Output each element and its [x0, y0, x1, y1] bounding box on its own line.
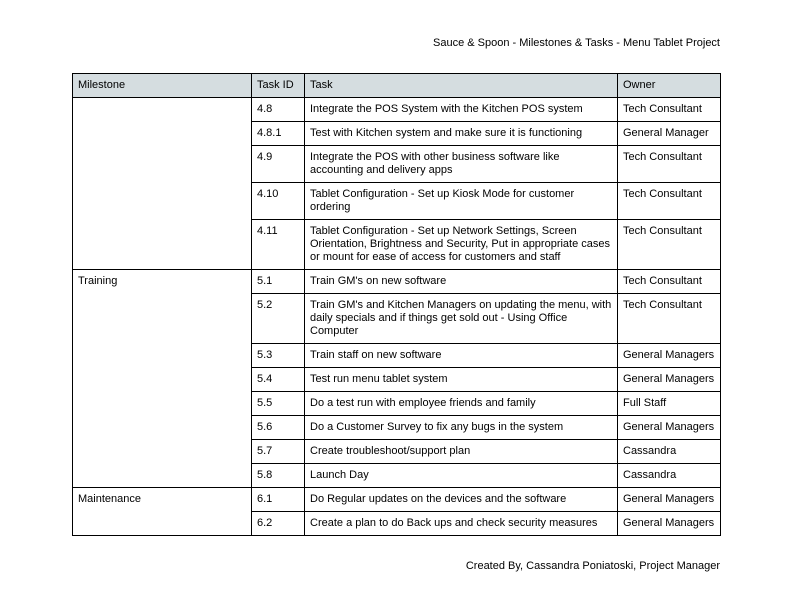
task-cell: Launch Day	[305, 464, 618, 488]
milestone-cell: Training	[73, 270, 252, 488]
owner-cell: General Managers	[618, 416, 721, 440]
task-cell: Do Regular updates on the devices and the software	[305, 488, 618, 512]
task-cell: Tablet Configuration - Set up Kiosk Mode for customer ordering	[305, 183, 618, 220]
task-cell: Test with Kitchen system and make sure it is functioning	[305, 122, 618, 146]
task-cell: Train staff on new software	[305, 344, 618, 368]
task-cell: Integrate the POS with other business software like accounting and delivery apps	[305, 146, 618, 183]
milestones-table	[72, 73, 721, 536]
task-id-cell: 5.6	[252, 416, 305, 440]
task-id-cell: 5.8	[252, 464, 305, 488]
task-id-cell: 4.8	[252, 98, 305, 122]
task-id-cell: 6.2	[252, 512, 305, 536]
task-cell: Create a plan to do Back ups and check security measures	[305, 512, 618, 536]
task-id-cell: 5.2	[252, 294, 305, 344]
header-milestone: Milestone	[73, 74, 252, 98]
header-task: Task	[305, 74, 618, 98]
task-cell: Train GM's on new software	[305, 270, 618, 294]
owner-cell: Tech Consultant	[618, 98, 721, 122]
document-footer: Created By, Cassandra Poniatoski, Project Manager	[465, 560, 720, 572]
owner-cell: Cassandra	[618, 440, 721, 464]
task-id-cell: 5.7	[252, 440, 305, 464]
owner-cell: General Manager	[618, 122, 721, 146]
header-task-id: Task ID	[252, 74, 305, 98]
owner-cell: Tech Consultant	[618, 183, 721, 220]
task-cell: Create troubleshoot/support plan	[305, 440, 618, 464]
owner-cell: Tech Consultant	[618, 220, 721, 270]
owner-cell: General Managers	[618, 368, 721, 392]
header-owner: Owner	[618, 74, 721, 98]
task-cell: Tablet Configuration - Set up Network Settings, Screen Orientation, Brightness and Security, Put in appropriate cases or mount for ease of access for customers and staff	[305, 220, 618, 270]
table-row	[73, 270, 721, 294]
table-row	[73, 488, 721, 512]
task-cell: Do a Customer Survey to fix any bugs in the system	[305, 416, 618, 440]
task-id-cell: 4.11	[252, 220, 305, 270]
task-id-cell: 4.9	[252, 146, 305, 183]
owner-cell: Cassandra	[618, 464, 721, 488]
task-id-cell: 4.10	[252, 183, 305, 220]
owner-cell: Full Staff	[618, 392, 721, 416]
owner-cell: Tech Consultant	[618, 146, 721, 183]
task-cell: Do a test run with employee friends and family	[305, 392, 618, 416]
header-row	[73, 74, 721, 98]
task-id-cell: 5.4	[252, 368, 305, 392]
task-cell: Integrate the POS System with the Kitchen POS system	[305, 98, 618, 122]
owner-cell: General Managers	[618, 488, 721, 512]
task-id-cell: 5.5	[252, 392, 305, 416]
table-row	[73, 98, 721, 122]
task-cell: Test run menu tablet system	[305, 368, 618, 392]
table-header	[73, 74, 721, 98]
owner-cell: Tech Consultant	[618, 270, 721, 294]
owner-cell: General Managers	[618, 344, 721, 368]
task-id-cell: 6.1	[252, 488, 305, 512]
owner-cell: Tech Consultant	[618, 294, 721, 344]
task-id-cell: 4.8.1	[252, 122, 305, 146]
owner-cell: General Managers	[618, 512, 721, 536]
milestone-cell: Maintenance	[73, 488, 252, 536]
task-id-cell: 5.1	[252, 270, 305, 294]
task-cell: Train GM's and Kitchen Managers on updating the menu, with daily specials and if things get sold out - Using Office Computer	[305, 294, 618, 344]
task-id-cell: 5.3	[252, 344, 305, 368]
milestone-cell	[73, 98, 252, 270]
document-title: Sauce & Spoon - Milestones & Tasks - Menu Tablet Project	[433, 37, 720, 49]
